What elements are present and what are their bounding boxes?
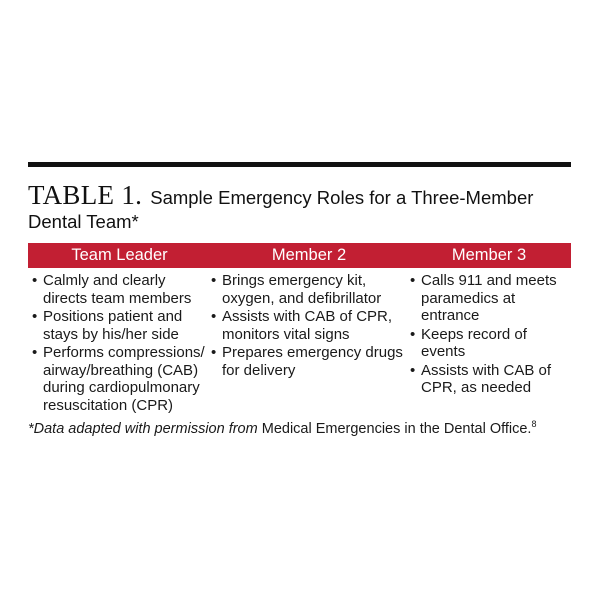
team-leader-column — [28, 272, 211, 415]
list-item: • Performs compressions/ airway/breathing (CAB) during cardiopulmonary resuscitation (CPR) — [32, 344, 205, 414]
list-item: • Calls 911 and meets paramedics at entrance — [410, 272, 557, 324]
list-item: • Assists with CAB of CPR, monitors vital signs — [211, 308, 393, 343]
header-member-3: Member 3 — [451, 246, 527, 264]
list-item: • Brings emergency kit, oxygen, and defibrillator — [211, 272, 382, 307]
list-item: • Prepares emergency drugs for delivery — [211, 344, 403, 379]
list-item: • Calmly and clearly directs team members — [32, 272, 192, 307]
bullet-glyph: • — [211, 308, 217, 325]
footnote-source-title: Medical Emergencies in the Dental Office. — [261, 421, 532, 437]
footnote-italic-text: *Data adapted with permission from — [28, 421, 258, 437]
member-2-column — [211, 272, 407, 415]
table-caption-line-1: Sample Emergency Roles for a Three-Member — [150, 187, 534, 208]
member-3-column — [407, 272, 571, 415]
bullet-glyph: • — [410, 325, 416, 343]
header-member-2: Member 2 — [271, 246, 347, 264]
list-item: • Positions patient and stays by his/her side — [32, 308, 183, 343]
table-caption-line-2: Dental Team* — [28, 211, 139, 232]
list-item: • Assists with CAB of CPR, as needed — [410, 361, 552, 396]
bullet-glyph: • — [211, 272, 217, 289]
bullet-glyph: • — [32, 272, 38, 289]
top-rule — [28, 162, 571, 167]
header-team-leader: Team Leader — [71, 246, 168, 264]
list-item: • Keeps record of events — [410, 325, 527, 360]
table-footnote — [28, 421, 576, 437]
table-label: TABLE 1. — [28, 180, 143, 210]
bullet-glyph: • — [410, 272, 416, 289]
bullet-glyph: • — [410, 361, 416, 379]
bullet-glyph: • — [32, 308, 38, 325]
title-line-1 — [28, 180, 576, 211]
bullet-glyph: • — [211, 344, 217, 361]
footnote-reference-number: 8 — [531, 419, 537, 430]
table-body-row — [28, 272, 571, 415]
bullet-glyph: • — [32, 344, 38, 361]
table-title — [28, 180, 576, 233]
table-header-row — [28, 243, 571, 268]
